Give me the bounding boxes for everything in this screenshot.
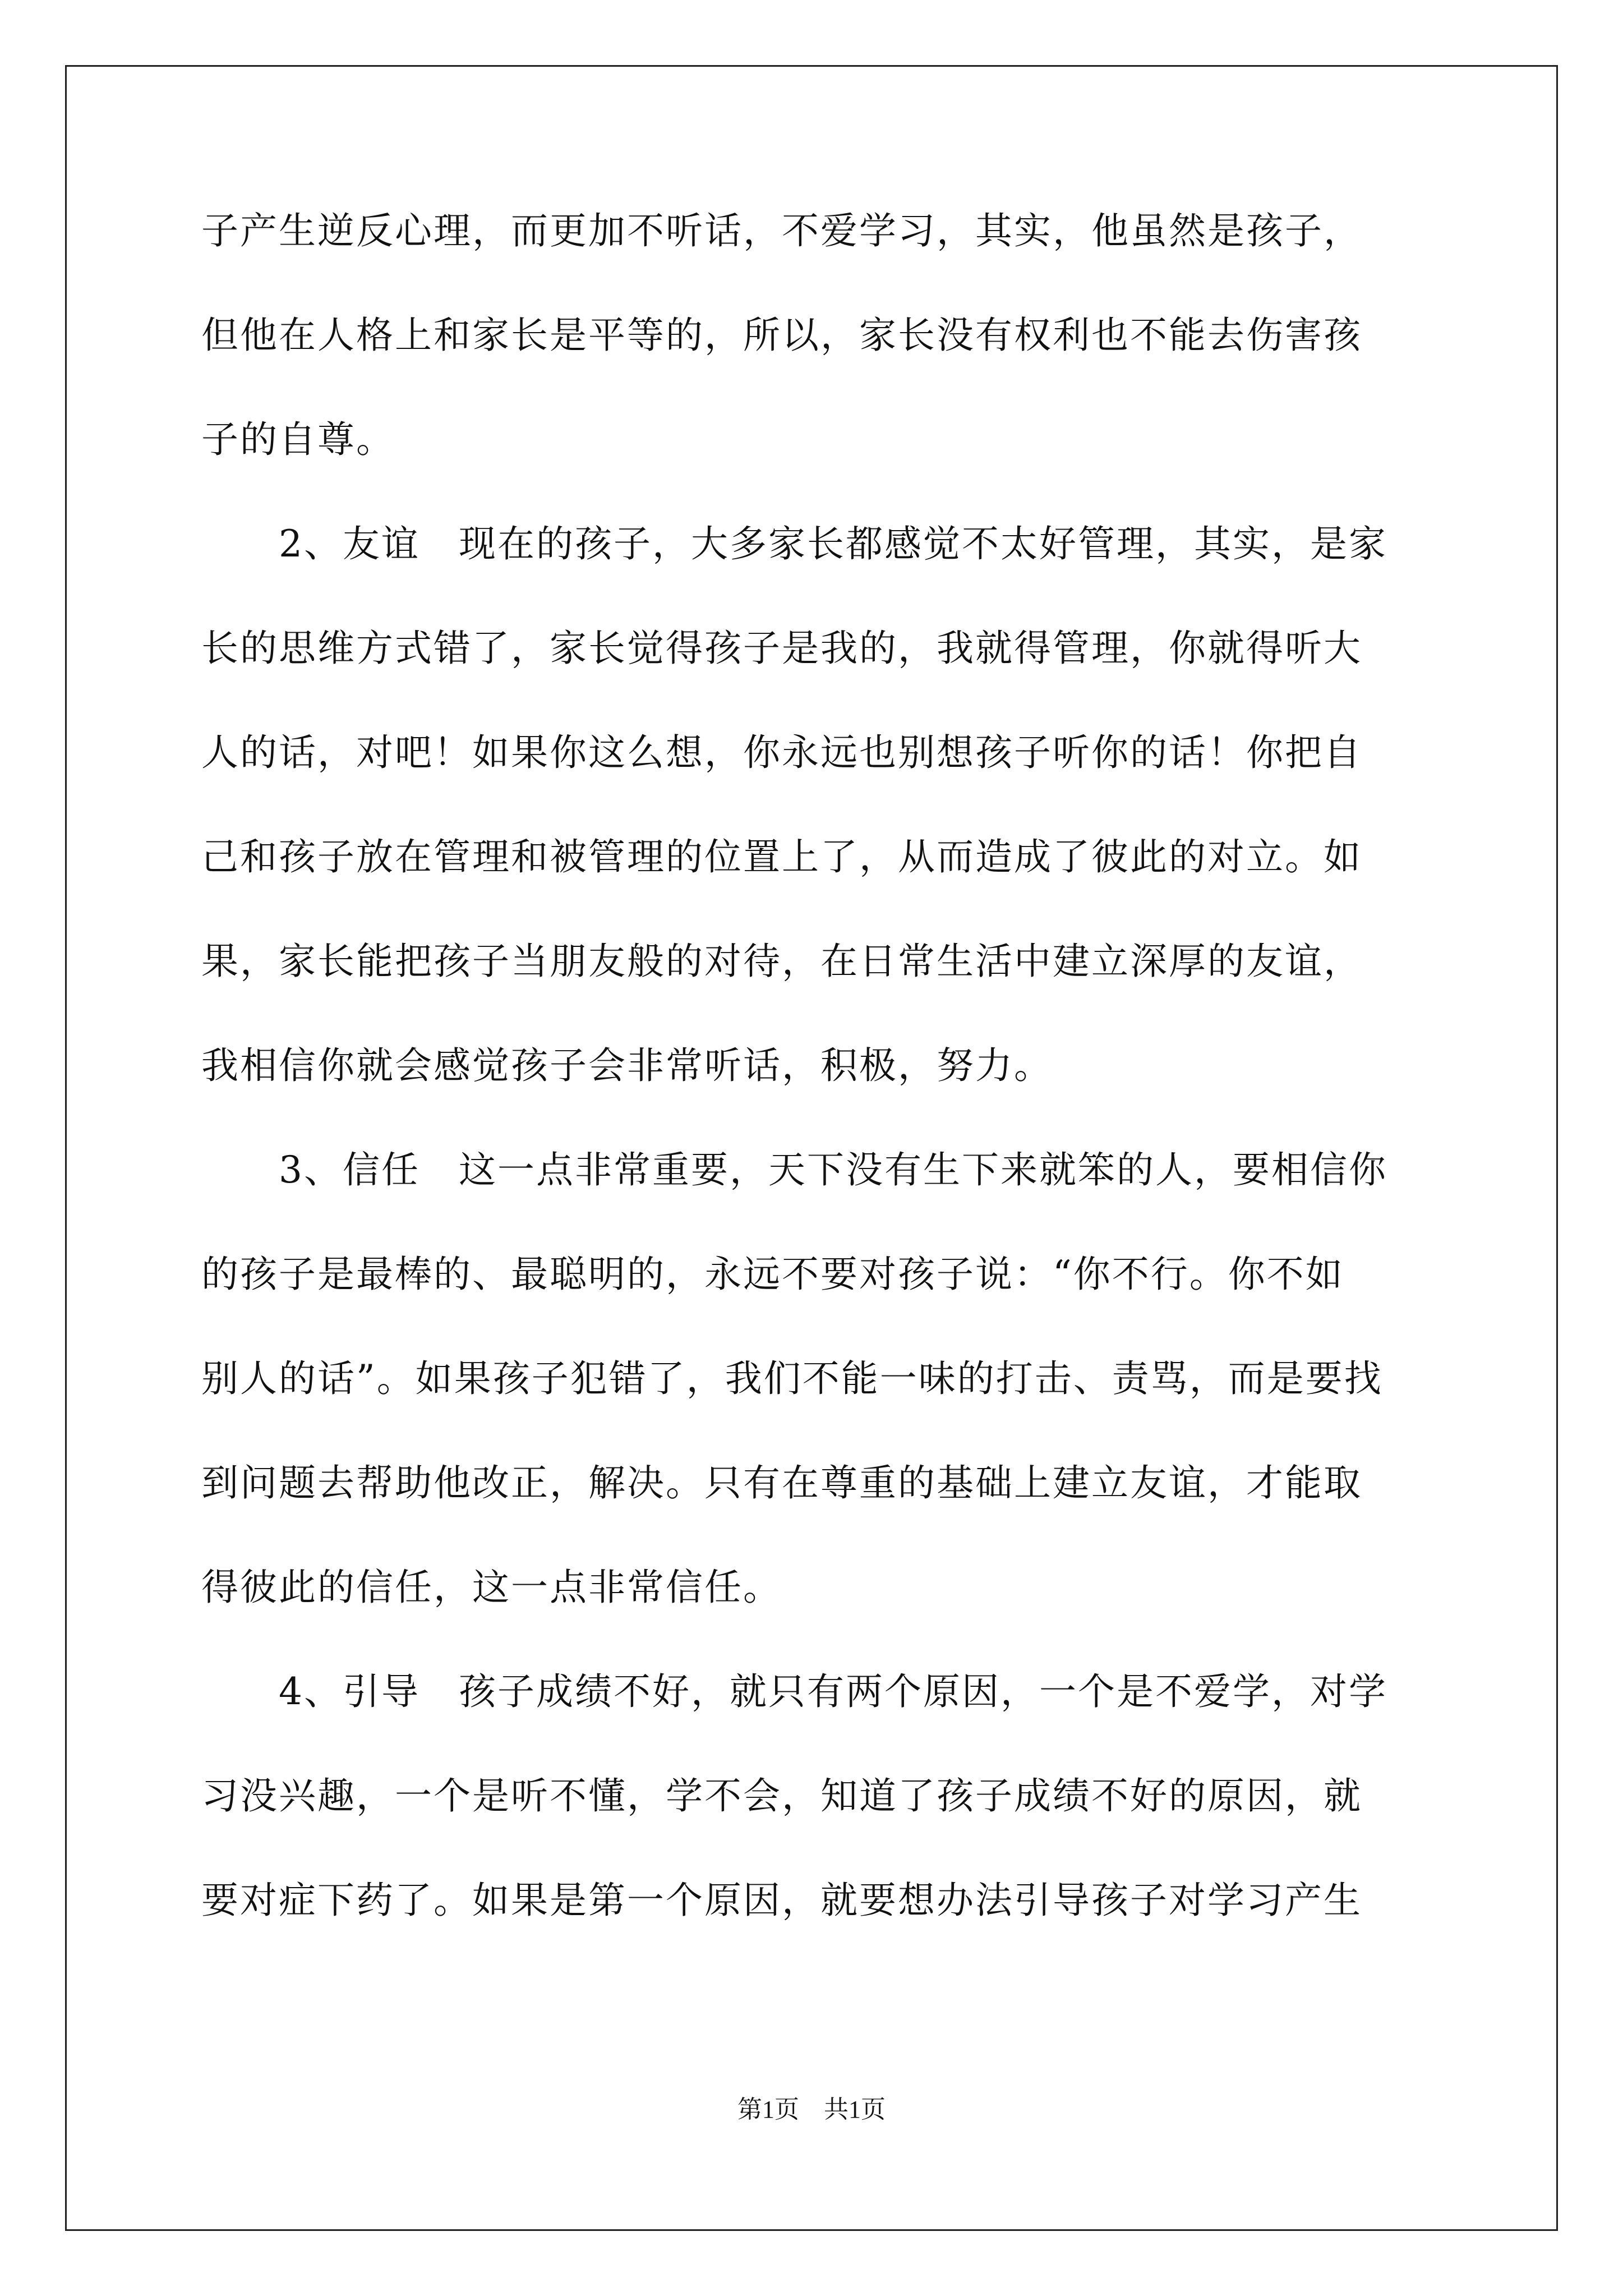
page-footer: 第1页 共1页 <box>737 2096 886 2123</box>
text-line: 己和孩子放在管理和被管理的位置上了，从而造成了彼此的对立。如 <box>201 835 1362 878</box>
text-line: 3、信任 这一点非常重要，天下没有生下来就笨的人，要相信你 <box>201 1148 1387 1191</box>
text-line: 人的话，对吧！如果你这么想，你永远也别想孩子听你的话！你把自 <box>201 731 1362 774</box>
text-line: 长的思维方式错了，家长觉得孩子是我的，我就得管理，你就得听大 <box>201 627 1362 670</box>
text-line: 我相信你就会感觉孩子会非常听话，积极，努力。 <box>201 1044 1053 1087</box>
text-line: 别人的话”。如果孩子犯错了，我们不能一味的打击、责骂，而是要找 <box>201 1357 1383 1400</box>
text-line: 要对症下药了。如果是第一个原因，就要想办法引导孩子对学习产生 <box>201 1879 1362 1922</box>
text-line: 到问题去帮助他改正，解决。只有在尊重的基础上建立友谊，才能取 <box>201 1461 1362 1504</box>
text-line: 子产生逆反心理，而更加不听话，不爱学习，其实，他虽然是孩子， <box>201 209 1362 252</box>
text-line: 习没兴趣，一个是听不懂，学不会，知道了孩子成绩不好的原因，就 <box>201 1774 1362 1818</box>
text-line: 4、引导 孩子成绩不好，就只有两个原因，一个是不爱学，对学 <box>201 1670 1387 1713</box>
text-line: 2、友谊 现在的孩子，大多家长都感觉不太好管理，其实，是家 <box>201 522 1387 565</box>
text-line: 但他在人格上和家长是平等的，所以，家长没有权利也不能去伤害孩 <box>201 314 1362 357</box>
text-line: 得彼此的信任，这一点非常信任。 <box>201 1566 782 1609</box>
text-line: 的孩子是最棒的、最聪明的，永远不要对孩子说：“你不行。你不如 <box>201 1253 1344 1296</box>
text-line: 果，家长能把孩子当朋友般的对待，在日常生活中建立深厚的友谊， <box>201 940 1362 983</box>
text-line: 子的自尊。 <box>201 418 395 461</box>
